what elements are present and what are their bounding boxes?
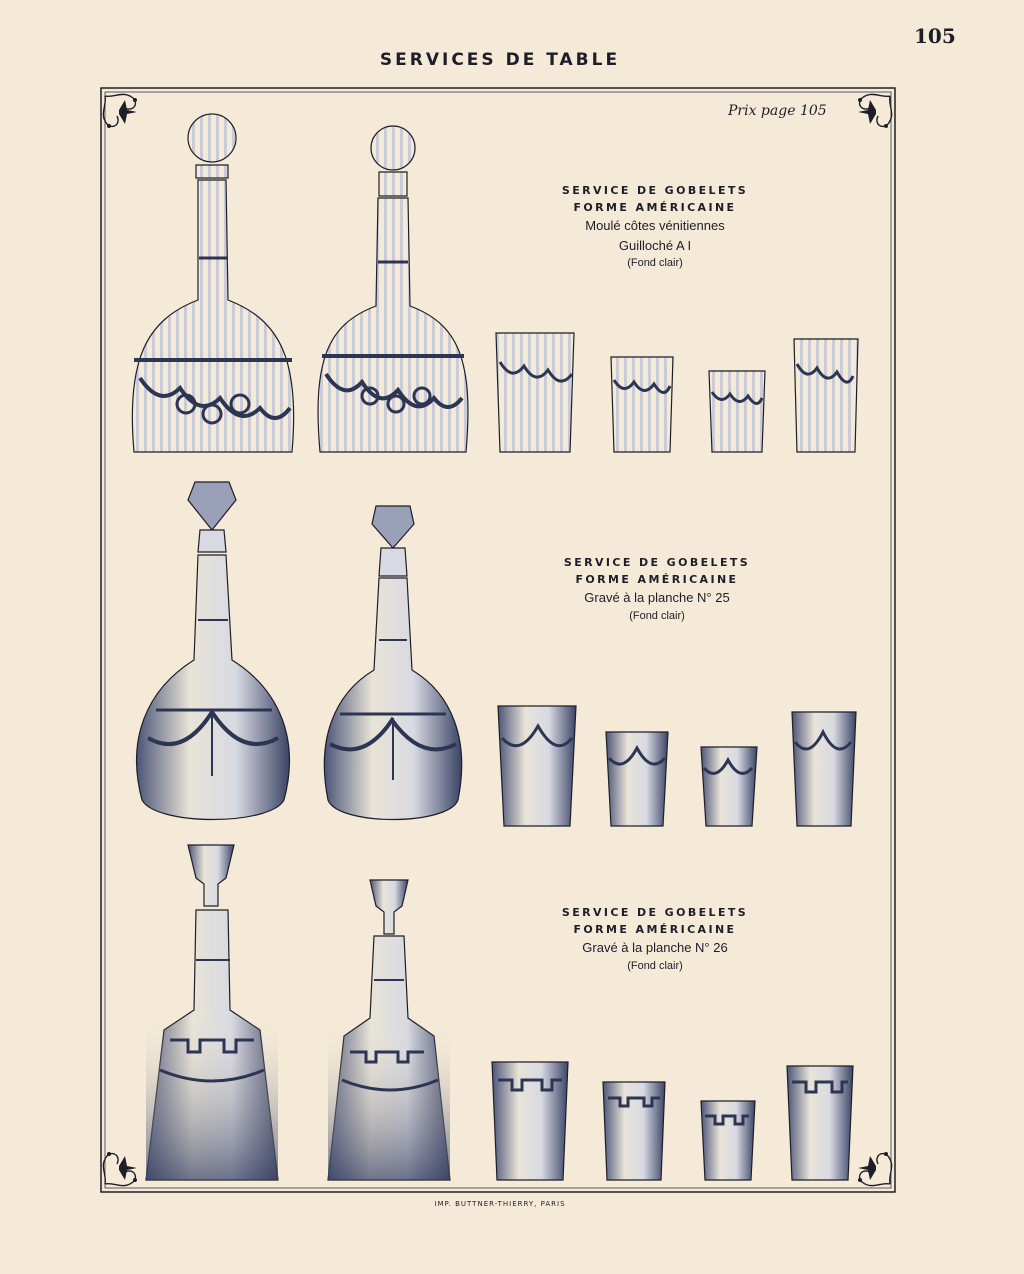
caption-subheading: FORME AMÉRICAINE <box>575 572 739 586</box>
caption-note: (Fond clair) <box>629 609 685 622</box>
caption-heading: SERVICE DE GOBELETS <box>561 906 749 919</box>
caption-description: Gravé à la planche N° 25 <box>584 590 730 605</box>
caption-description: Moulé côtes vénitiennes <box>585 218 725 233</box>
printer-imprint: IMP. BUTTNER-THIERRY, PARIS <box>434 1200 566 1208</box>
decanter-globe-small <box>324 506 461 820</box>
caption-subheading: FORME AMÉRICAINE <box>573 922 737 936</box>
price-reference: Prix page 105 <box>728 103 827 119</box>
tumblers-ribbed <box>496 333 858 452</box>
caption-note: (Fond clair) <box>627 959 683 972</box>
caption-subheading: FORME AMÉRICAINE <box>573 200 737 214</box>
caption-heading: SERVICE DE GOBELETS <box>561 184 749 197</box>
tumblers-engraved-26 <box>492 1062 853 1180</box>
page-number: 105 <box>914 24 956 48</box>
tumblers-engraved-25 <box>498 706 856 826</box>
decanter-globe-large <box>137 482 290 820</box>
decanter-ribbed-small <box>318 126 468 452</box>
decanter-ribbed-large <box>132 114 293 452</box>
caption-note: (Fond clair) <box>627 257 683 269</box>
caption-heading: SERVICE DE GOBELETS <box>563 556 751 569</box>
caption-description: Gravé à la planche N° 26 <box>582 940 728 955</box>
page-title: SERVICES DE TABLE <box>379 50 621 70</box>
caption-pattern: Guilloché A I <box>618 237 692 253</box>
decanter-conical-small <box>328 880 450 1180</box>
decanter-conical-large <box>146 845 278 1180</box>
